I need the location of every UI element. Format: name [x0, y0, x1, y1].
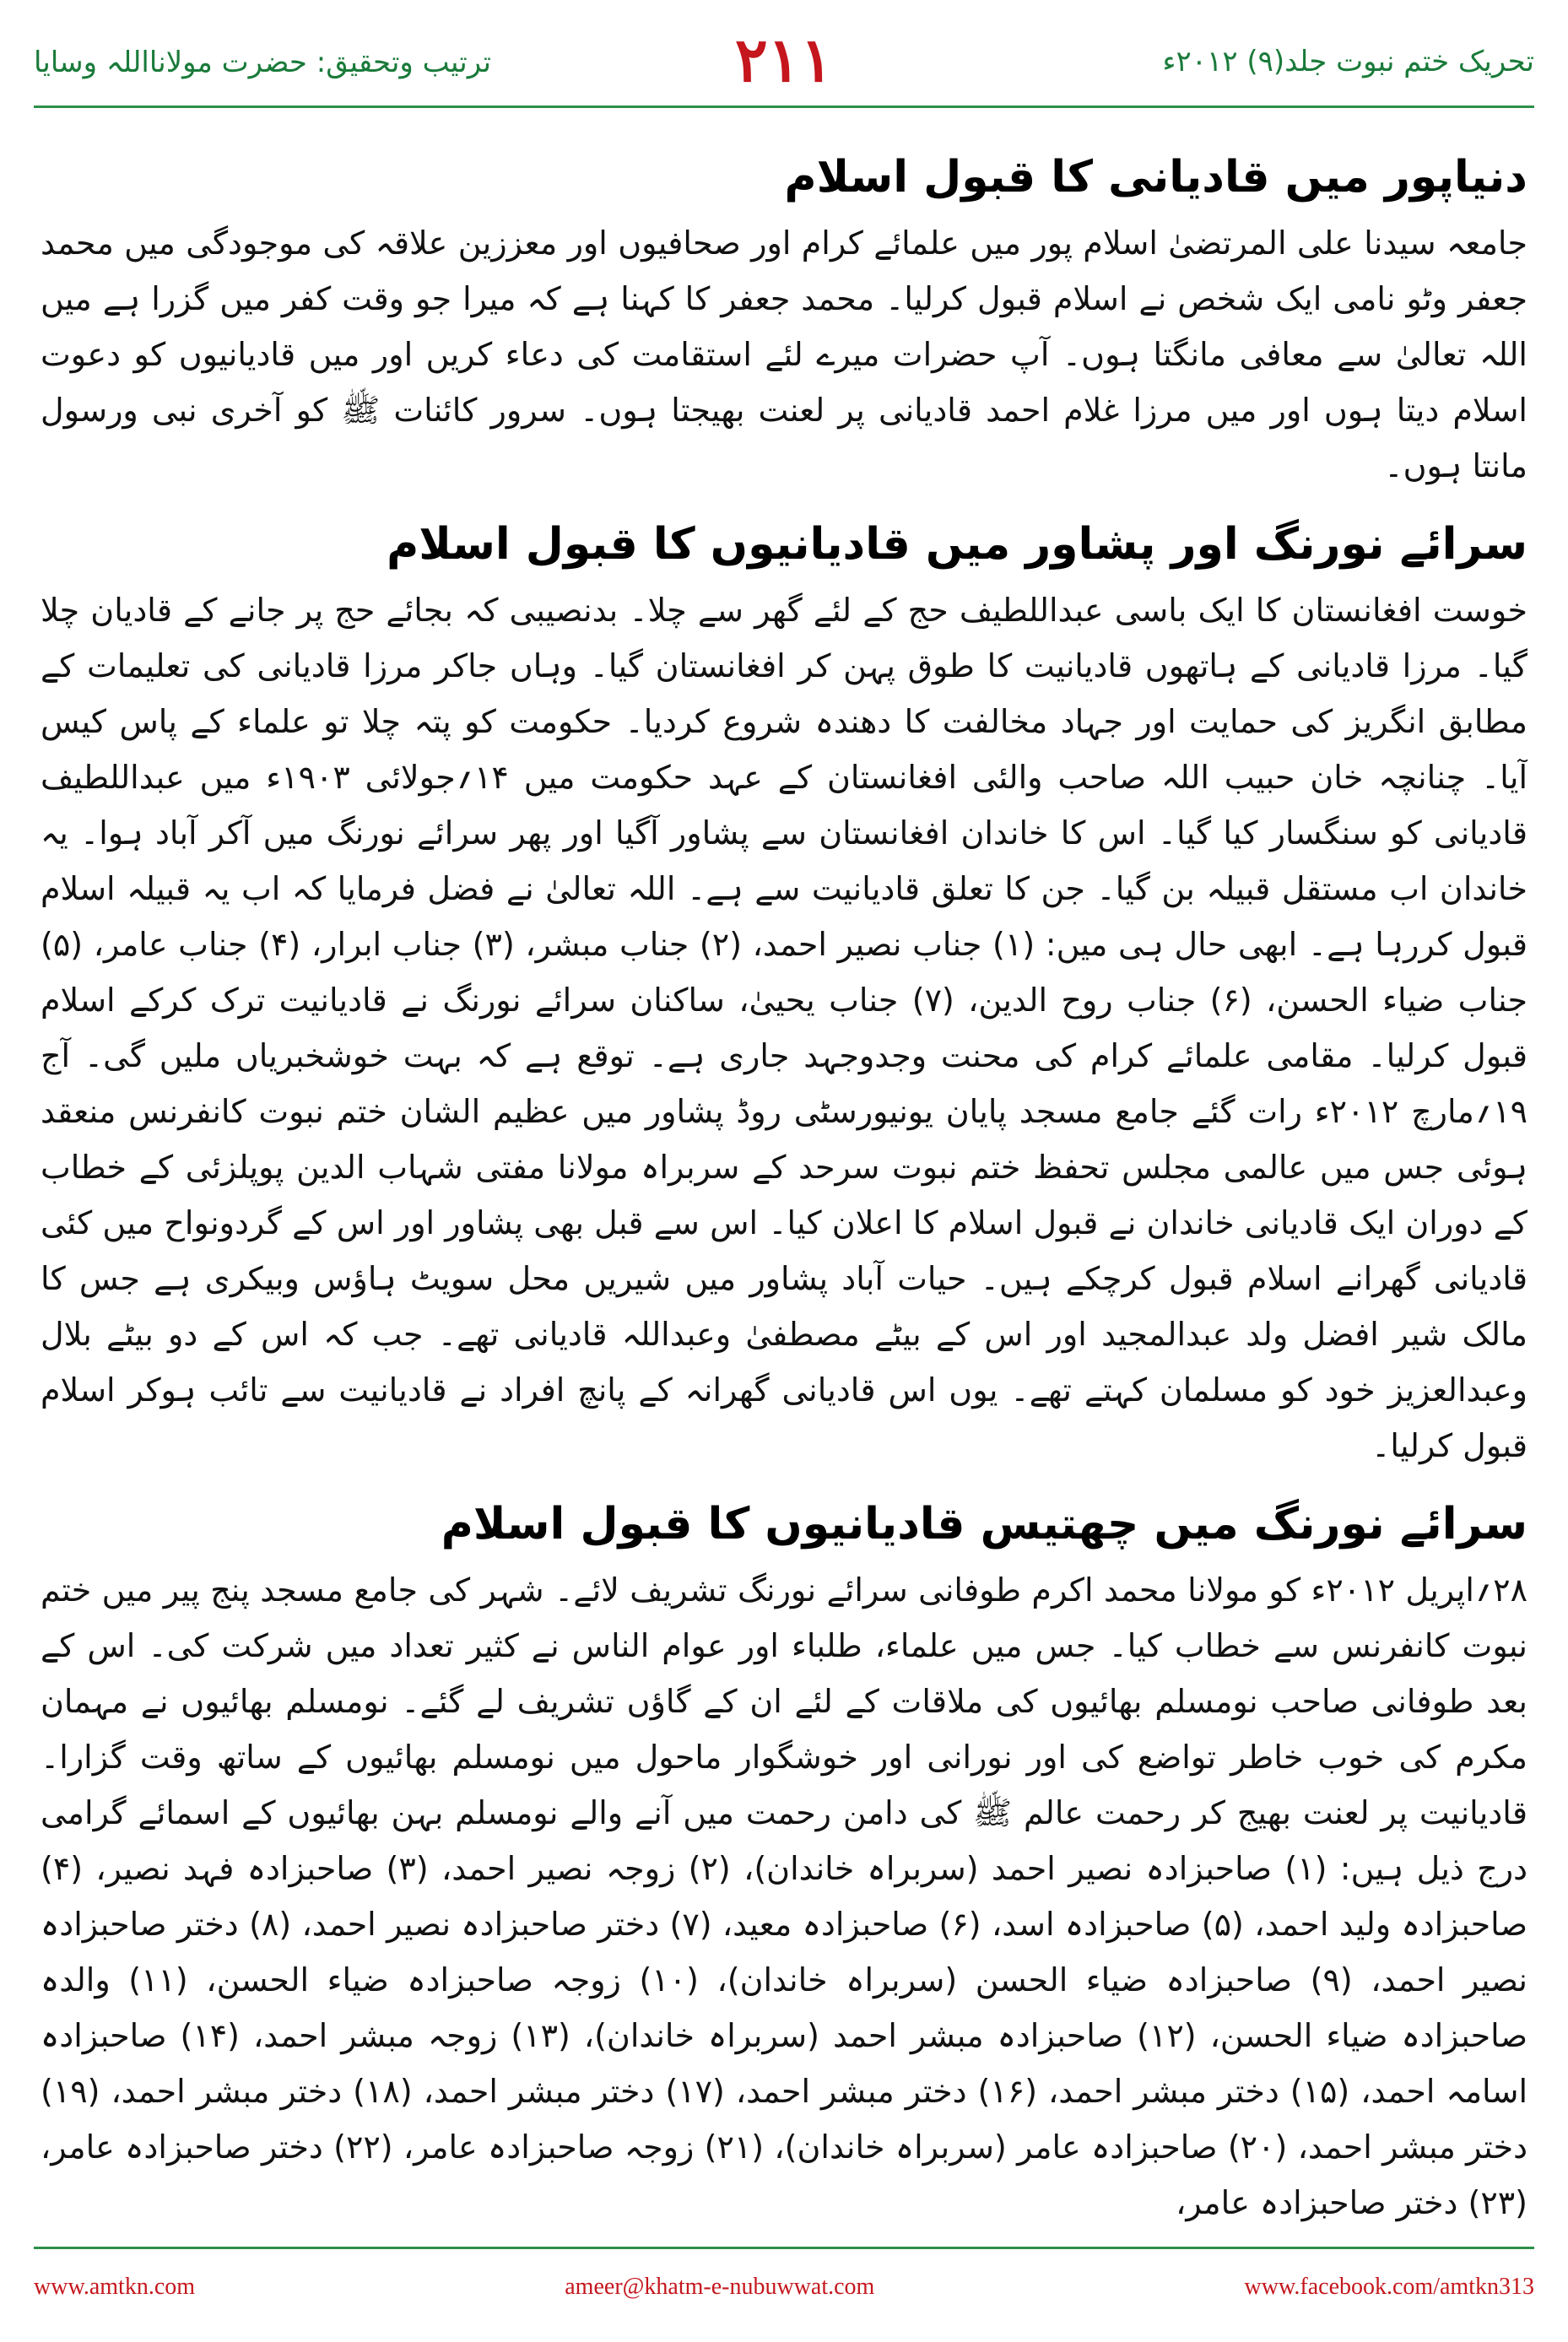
section-body: جامعہ سیدنا علی المرتضیٰ اسلام پور میں علمائے کرام اور صحافیوں اور معززین علاقہ کی موجودگی میں محمد جعفر وٹو نامی ایک شخص نے اسلام قبول کرلیا۔ محمد جعفر کا کہنا ہے کہ میرا جو وقت کفر میں گزرا ہے میں اللہ تعالیٰ سے معافی مانگتا ہوں۔ آپ حضرات میرے لئے استقامت کی دعاء کریں اور میں قادیانیوں کو دعوت اسلام دیتا ہوں اور میں مرزا غلام احمد قادیانی پر لعنت بھیجتا ہوں۔ سرور کائنات ﷺ کو آخری نبی ورسول مانتا ہوں۔	[41, 224, 1527, 484]
header-divider	[34, 105, 1534, 108]
section-heading: دنیاپور میں قادیانی کا قبول اسلام	[784, 152, 1527, 203]
section-body: ۲۸؍اپریل ۲۰۱۲ء کو مولانا محمد اکرم طوفانی سرائے نورنگ تشریف لائے۔ شہر کی جامع مسجد پنج پیر میں ختم نبوت کانفرنس سے خطاب کیا۔ جس میں علماء، طلباء اور عوام الناس نے کثیر تعداد میں شرکت کی۔ اس کے بعد طوفانی صاحب نومسلم بھائیوں کی ملاقات کے لئے ان کے گاؤں تشریف لے گئے۔ نومسلم بھائیوں نے مہمان مکرم کی خوب خاطر تواضع کی اور نورانی اور خوشگوار ماحول میں نومسلم بھائیوں کے ساتھ وقت گزارا۔ قادیانیت پر لعنت بھیج کر رحمت عالم ﷺ کی دامن رحمت میں آنے والے نومسلم بہن بھائیوں کے اسمائے گرامی درج ذیل ہیں: (۱) صاحبزادہ نصیر احمد (سربراہ خاندان)، (۲) زوجہ نصیر احمد، (۳) صاحبزادہ فہد نصیر، (۴) صاحبزادہ ولید احمد، (۵) صاحبزادہ اسد، (۶) صاحبزادہ معید، (۷) دختر صاحبزادہ نصیر احمد، (۸) دختر صاحبزادہ نصیر احمد، (۹) صاحبزادہ ضیاء الحسن (سربراہ خاندان)، (۱۰) زوجہ صاحبزادہ ضیاء الحسن، (۱۱) والدہ صاحبزادہ ضیاء الحسن، (۱۲) صاحبزادہ مبشر احمد (سربراہ خاندان)، (۱۳) زوجہ مبشر احمد، (۱۴) صاحبزادہ اسامہ احمد، (۱۵) دختر مبشر احمد، (۱۶) دختر مبشر احمد، (۱۷) دختر مبشر احمد، (۱۸) دختر مبشر احمد، (۱۹) دختر مبشر احمد، (۲۰) صاحبزادہ عامر (سربراہ خاندان)، (۲۱) زوجہ صاحبزادہ عامر، (۲۲) دختر صاحبزادہ عامر، (۲۳) دختر صاحبزادہ عامر،	[41, 1571, 1527, 2221]
email-link[interactable]: ameer@khatm-e-nubuwwat.com	[565, 2274, 875, 2300]
page-header	[34, 24, 1534, 100]
section-sarai-naurang-36	[41, 1497, 1527, 2231]
page-footer	[34, 2247, 1534, 2317]
book-title: تحریک ختم نبوت جلد(۹) ۲۰۱۲ء	[1162, 45, 1534, 78]
compiler-credit: ترتیب وتحقیق: حضرت مولانااللہ وسایا	[34, 45, 491, 79]
section-dunyapur	[41, 150, 1527, 494]
facebook-link[interactable]: www.facebook.com/amtkn313	[1244, 2274, 1534, 2300]
section-heading: سرائے نورنگ اور پشاور میں قادیانیوں کا قبول اسلام	[387, 519, 1527, 570]
website-link[interactable]: www.amtkn.com	[34, 2274, 196, 2300]
page-number: ۲۱۱	[734, 24, 834, 95]
section-body: خوست افغانستان کا ایک باسی عبداللطیف حج کے لئے گھر سے چلا۔ بدنصیبی کہ بجائے حج پر جانے کے قادیان چلا گیا۔ مرزا قادیانی کے ہاتھوں قادیانیت کا طوق پہن کر افغانستان گیا۔ وہاں جاکر مرزا قادیانی کی تعلیمات کے مطابق انگریز کی حمایت اور جہاد مخالفت کا دھندہ شروع کردیا۔ حکومت کو پتہ چلا تو علماء کے پاس کیس آیا۔ چنانچہ خان حبیب اللہ صاحب والئی افغانستان کے عہد حکومت میں ۱۴؍جولائی ۱۹۰۳ء میں عبداللطیف قادیانی کو سنگسار کیا گیا۔ اس کا خاندان افغانستان سے پشاور آگیا اور پھر سرائے نورنگ میں آکر آباد ہوا۔ یہ خاندان اب مستقل قبیلہ بن گیا۔ جن کا تعلق قادیانیت سے ہے۔ اللہ تعالیٰ نے فضل فرمایا کہ اب یہ قبیلہ اسلام قبول کررہا ہے۔ ابھی حال ہی میں: (۱) جناب نصیر احمد، (۲) جناب مبشر، (۳) جناب ابرار، (۴) جناب عامر، (۵) جناب ضیاء الحسن، (۶) جناب روح الدین، (۷) جناب یحییٰ، ساکنان سرائے نورنگ نے قادیانیت ترک کرکے اسلام قبول کرلیا۔ مقامی علمائے کرام کی محنت وجدوجہد جاری ہے۔ توقع ہے کہ بہت خوشخبریاں ملیں گی۔ آج ۱۹؍مارچ ۲۰۱۲ء رات گئے جامع مسجد پایان یونیورسٹی روڈ پشاور میں عظیم الشان ختم نبوت کانفرنس منعقد ہوئی جس میں عالمی مجلس تحفظ ختم نبوت سرحد کے سربراہ مولانا مفتی شہاب الدین پوپلزئی کے خطاب کے دوران ایک قادیانی خاندان نے قبول اسلام کا اعلان کیا۔ اس سے قبل بھی پشاور اور اس کے گردونواح میں کئی قادیانی گھرانے اسلام قبول کرچکے ہیں۔ حیات آباد پشاور میں شیریں محل سویٹ ہاؤس وبیکری ہے جس کا مالک شیر افضل ولد عبدالمجید اور اس کے بیٹے مصطفیٰ وعبداللہ قادیانی تھے۔ جب کہ اس کے دو بیٹے بلال وعبدالعزیز خود کو مسلمان کہتے تھے۔ یوں اس قادیانی گھرانہ کے پانچ افراد نے قادیانیت سے تائب ہوکر اسلام قبول کرلیا۔	[41, 592, 1527, 1464]
page-content	[41, 127, 1527, 2232]
section-sarai-naurang-peshawar	[41, 517, 1527, 1474]
section-heading: سرائے نورنگ میں چھتیس قادیانیوں کا قبول اسلام	[441, 1499, 1527, 1550]
